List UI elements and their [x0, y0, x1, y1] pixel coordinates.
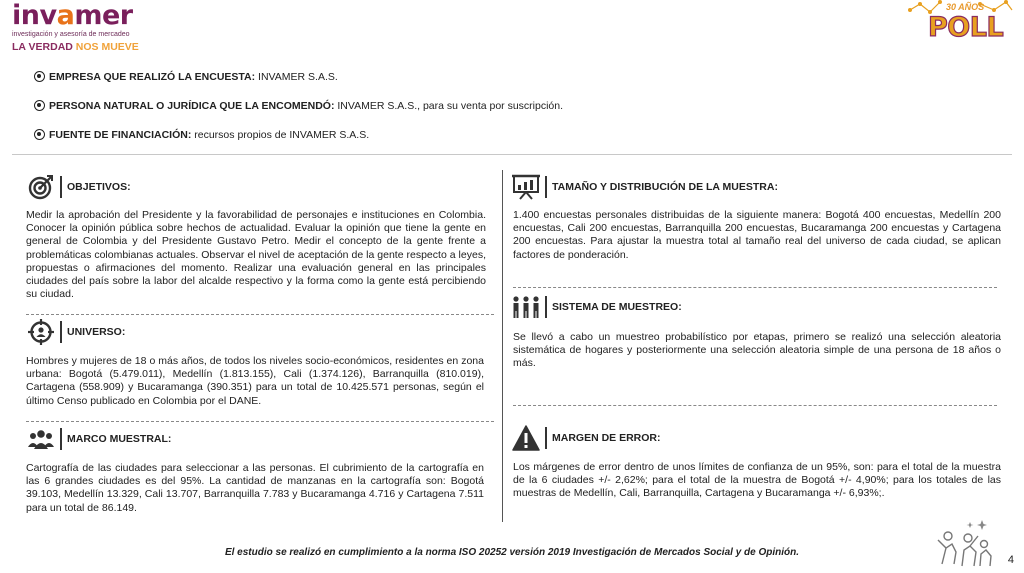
- section-sistema-header: [511, 293, 682, 321]
- section-title: UNIVERSO:: [67, 326, 126, 338]
- section-title: OBJETIVOS:: [67, 181, 131, 193]
- info-financiacion: FUENTE DE FINANCIACIÓN: recursos propios de INVAMER S.A.S.: [34, 129, 369, 141]
- section-tamano-header: [511, 173, 778, 201]
- poll-years: 30 AÑOS: [946, 2, 985, 12]
- radio-bullet-icon: [34, 100, 45, 111]
- sistema-text: Se llevó a cabo un muestreo probabilístico por etapas, primero se realizó una selección aleatoria sistemática de hogares y posteriormente una selección aleatoria simple de una persona de 18 años o más.: [513, 331, 1001, 370]
- footer-note: El estudio se realizó en cumplimiento a la norma ISO 20252 versión 2019 Investigación de Mercados Social y de Opinión.: [224, 547, 800, 558]
- section-divider: [26, 421, 494, 422]
- universo-text: Hombres y mujeres de 18 o más años, de todos los niveles socio-económicos, residentes en zona urbana: Bogotá (5.479.011), Medellín (1.813.155), Cali (1.374.126), Barranquilla (810.019), Cartagena (558.909) y Bucaramanga (390.351) para un total de 10.425.571 personas, según el último Censo publicado en Colombia por el DANE.: [26, 355, 484, 407]
- people-row-icon: [511, 293, 541, 321]
- presentation-chart-icon: [511, 173, 541, 201]
- header-divider: [12, 154, 1012, 155]
- radio-bullet-icon: [34, 71, 45, 82]
- invamer-logo: [12, 2, 142, 53]
- page-number: 4: [1007, 554, 1014, 566]
- tamano-text: 1.400 encuestas personales distribuidas de la siguiente manera: Bogotá 400 encuestas, Medellín 200 encuestas, Cali 200 encuestas, Barranquilla 200 encuestas, Bucaramanga 200 encuestas y Cartagena 200 encuestas. Para ajustar la muestra total al tamaño real del universo de cada ciudad, se aplican factores de ponderación.: [513, 209, 1001, 261]
- info-empresa: EMPRESA QUE REALIZÓ LA ENCUESTA: INVAMER S.A.S.: [34, 71, 338, 83]
- logo-slogan: LA VERDAD NOS MUEVE: [12, 41, 139, 53]
- section-divider: [513, 405, 997, 406]
- section-title: MARCO MUESTRAL:: [67, 433, 172, 445]
- section-title: MARGEN DE ERROR:: [552, 432, 661, 444]
- section-title: SISTEMA DE MUESTREO:: [552, 301, 682, 313]
- info-encomendo: PERSONA NATURAL O JURÍDICA QUE LA ENCOMENDÓ: INVAMER S.A.S., para su venta por suscripción.: [34, 100, 563, 112]
- logo-tagline: investigación y asesoría de mercadeo: [12, 31, 130, 38]
- section-title: TAMAÑO Y DISTRIBUCIÓN DE LA MUESTRA:: [552, 181, 778, 193]
- objetivos-text: Medir la aprobación del Presidente y la favorabilidad de personajes e instituciones en Colombia. Conocer la opinión pública sobre hechos de actualidad. Evaluar la opinión que tiene la gente en general de Colombia y del Presidente Gustavo Petro. Medir el concepto de la gente frente a problemáticas colombianas actuales. Observar el nivel de aceptación de la gente respecto a leyes, propuestas o afirmaciones del momento. Realizar una evaluación general en las principales ciudades del país sobre la labor del alcalde respectivo y la forma como la gente está percibiendo su ciudad.: [26, 209, 486, 301]
- radio-bullet-icon: [34, 129, 45, 140]
- poll-badge: [906, 0, 1014, 46]
- section-universo-header: [26, 318, 125, 346]
- marco-text: Cartografía de las ciudades para seleccionar a las personas. El cubrimiento de la cartografía en las 6 grandes ciudades es del 95%. La cantidad de manzanas en la cartografía son: Bogotá 39.103, Medellín 13.329, Cali 13.707, Barranquilla 7.783 y Bucaramanga 4.716 y Cartagena 7.511 para un total de 86.149.: [26, 462, 484, 514]
- section-divider: [513, 287, 997, 288]
- column-divider: [502, 170, 503, 522]
- section-objetivos-header: [26, 173, 131, 201]
- logo-wordmark: invamer: [12, 0, 133, 31]
- crosshair-icon: [26, 318, 56, 346]
- people-group-icon: [26, 425, 56, 453]
- poll-wordmark: POLL: [928, 12, 1004, 43]
- section-divider: [26, 314, 494, 315]
- margen-text: Los márgenes de error dentro de unos límites de confianza de un 95%, son: para el total de la muestra de la 6 ciudades +/- 2,62%; para el total de la muestra de Bogotá +/- 4,90%; para los totales de las muestras de Medellín, Cali, Barranquilla, Cartagena y Bucaramanga +/- 6,93%;.: [513, 461, 1001, 500]
- celebration-people-icon: [934, 518, 994, 570]
- target-icon: [26, 173, 56, 201]
- warning-icon: [511, 424, 541, 452]
- section-margen-header: [511, 424, 661, 452]
- section-marco-header: [26, 425, 171, 453]
